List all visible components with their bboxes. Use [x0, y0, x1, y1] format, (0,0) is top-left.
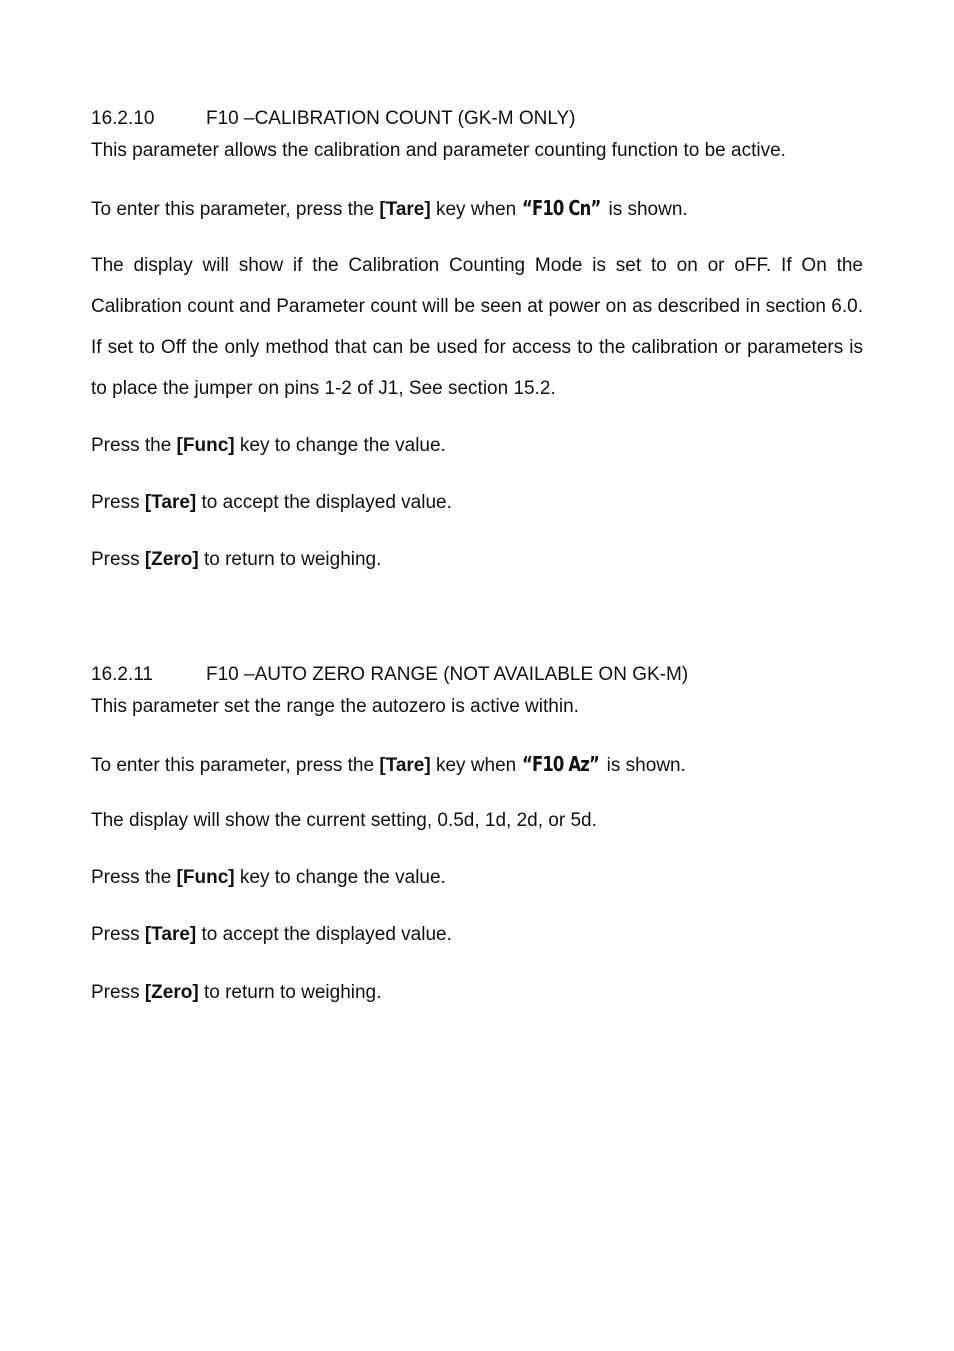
- enter-middle: key when: [430, 755, 522, 776]
- zero-suffix: to return to weighing.: [198, 549, 382, 570]
- zero-prefix: Press: [91, 982, 145, 1003]
- enter-middle: key when: [430, 199, 522, 220]
- tare-key-label: [Tare]: [144, 492, 197, 513]
- intro-text: This parameter allows the calibration and parameter counting function to be active.: [91, 140, 786, 161]
- section-title: F10 –CALIBRATION COUNT (GK-M ONLY): [206, 108, 576, 129]
- zero-prefix: Press: [91, 549, 145, 570]
- func-key-label: [Func]: [176, 435, 235, 456]
- func-instruction: [91, 866, 863, 890]
- zero-key-label: [Zero]: [144, 549, 199, 570]
- section-title: F10 –AUTO ZERO RANGE (NOT AVAILABLE ON GK-M): [206, 664, 689, 685]
- enter-instruction: [91, 196, 863, 222]
- display-code: “F10 Cn”: [521, 196, 600, 220]
- section-heading: [91, 107, 576, 131]
- description-paragraph: [91, 809, 863, 833]
- func-suffix: key to change the value.: [234, 435, 446, 456]
- intro-text: This parameter set the range the autozero is active within.: [91, 696, 579, 717]
- enter-instruction: [91, 752, 863, 778]
- func-prefix: Press the: [91, 435, 177, 456]
- enter-prefix: To enter this parameter, press the: [91, 755, 380, 776]
- tare-instruction: [91, 923, 863, 947]
- section-intro: [91, 695, 863, 719]
- description-paragraph: [91, 245, 863, 409]
- zero-instruction: [91, 981, 863, 1005]
- tare-key-label: [Tare]: [379, 199, 431, 220]
- description-text: The display will show the current setting, 0.5d, 1d, 2d, or 5d.: [91, 810, 597, 831]
- tare-prefix: Press: [91, 492, 145, 513]
- display-code: “F10 Az”: [521, 752, 599, 776]
- zero-instruction: [91, 548, 863, 572]
- tare-key-label: [Tare]: [379, 755, 431, 776]
- section-number: 16.2.11: [91, 664, 153, 685]
- func-instruction: [91, 434, 863, 458]
- tare-suffix: to accept the displayed value.: [196, 924, 452, 945]
- tare-instruction: [91, 491, 863, 515]
- enter-prefix: To enter this parameter, press the: [91, 199, 380, 220]
- func-suffix: key to change the value.: [234, 867, 446, 888]
- enter-suffix: is shown.: [603, 199, 688, 220]
- section-intro: [91, 139, 863, 163]
- func-key-label: [Func]: [176, 867, 235, 888]
- description-text: The display will show if the Calibration Counting Mode is set to on or oFF. If On the Calibration count and Parameter count will be seen at power on as described in section 6.0. If set to Off the only method that can be used for access to the calibration or parameters is to place the jumper on pins 1-2 of J1, See section 15.2.: [91, 255, 863, 399]
- zero-suffix: to return to weighing.: [198, 982, 382, 1003]
- zero-key-label: [Zero]: [144, 982, 199, 1003]
- tare-key-label: [Tare]: [144, 924, 197, 945]
- tare-prefix: Press: [91, 924, 145, 945]
- enter-suffix: is shown.: [601, 755, 686, 776]
- tare-suffix: to accept the displayed value.: [196, 492, 452, 513]
- section-number: 16.2.10: [91, 108, 155, 129]
- section-heading: [91, 663, 688, 687]
- func-prefix: Press the: [91, 867, 177, 888]
